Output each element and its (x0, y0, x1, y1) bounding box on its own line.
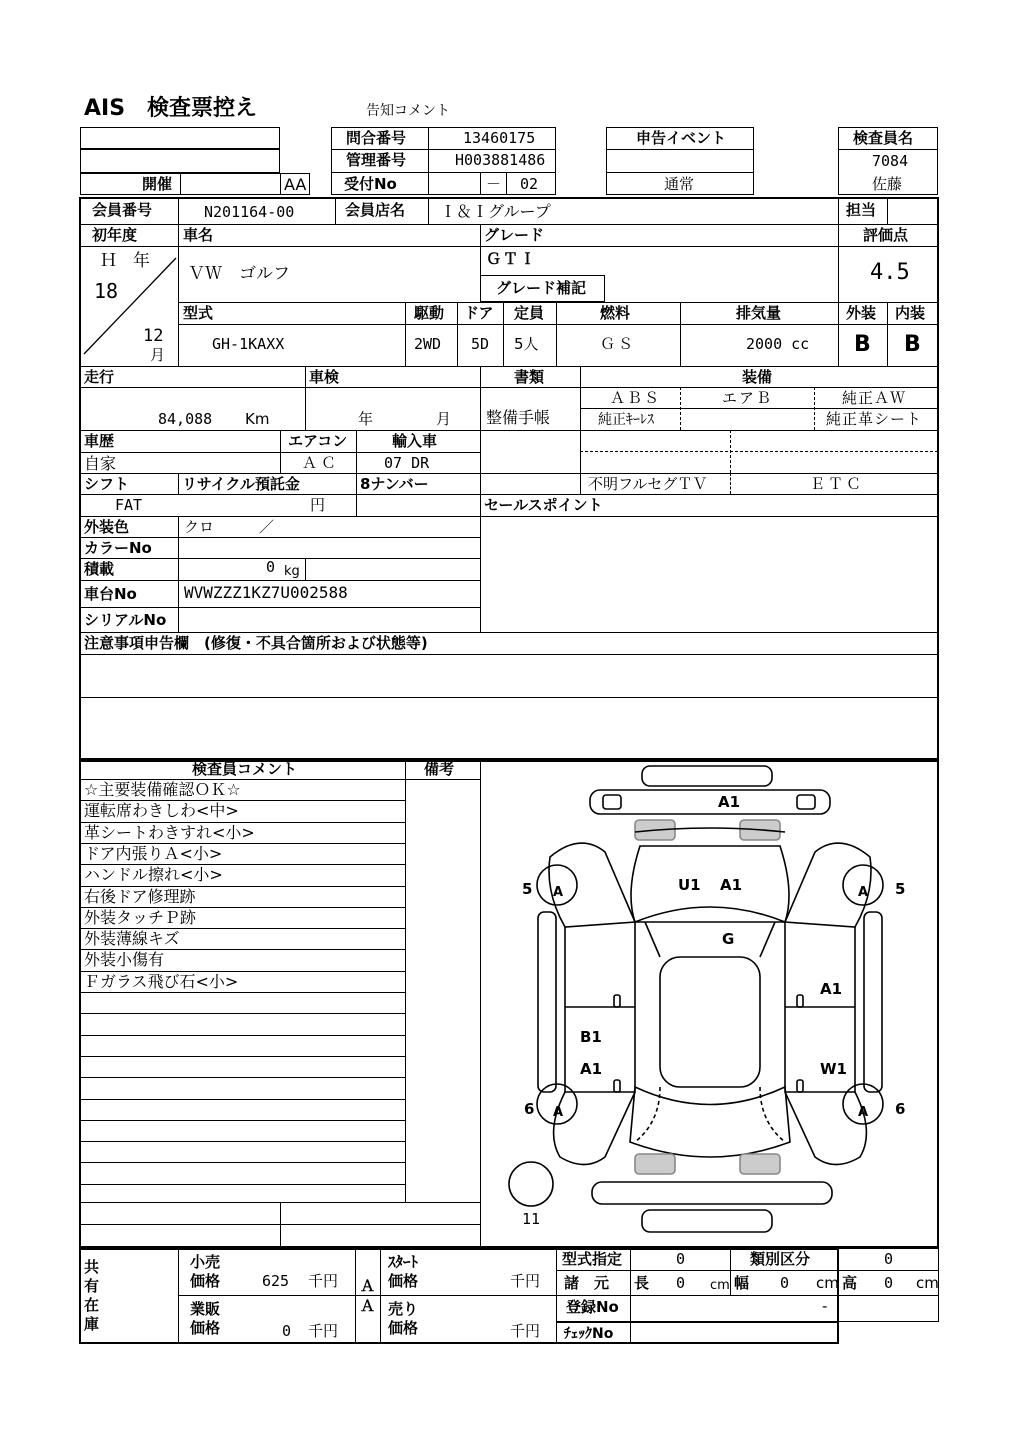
wheel-num-rl: 6 (524, 1100, 535, 1118)
serial-label: シリアルNo (84, 611, 167, 629)
name-label: 車名 (183, 226, 214, 244)
ext-label: 外装 (846, 304, 877, 322)
door-value: 5D (471, 335, 490, 353)
cap-value: 5人 (514, 335, 539, 353)
vin-label: 車台No (84, 585, 137, 603)
number8-label: 8ナンバー (360, 475, 429, 493)
equip-abs: ＡＢＳ (610, 389, 662, 407)
stock-label: 共有在庫 (84, 1258, 100, 1333)
wid-unit: cm (816, 1274, 839, 1292)
sell-unit: 千円 (510, 1322, 541, 1340)
wheel-num-fr: 5 (895, 880, 906, 898)
wheel-num-fl: 5 (522, 880, 533, 898)
month-value: 12 (143, 326, 164, 346)
fuel-label: 燃料 (600, 304, 631, 322)
shaken-label: 車検 (309, 368, 340, 386)
drive-value: 2WD (414, 335, 442, 353)
ext-value: B (854, 332, 871, 357)
aa-mark: ＡＡ (360, 1277, 376, 1315)
grade-value: ＧＴＩ (486, 250, 538, 268)
retail-value: 625 (262, 1272, 290, 1290)
comment-line: 革シートわきすれ<小> (84, 822, 255, 842)
sales-label: セールスポイント (484, 496, 603, 514)
year-value: 18 (94, 279, 119, 303)
fuel-value: ＧＳ (600, 335, 637, 353)
blank-box-1 (80, 127, 280, 149)
hgt-value: 0 (884, 1274, 894, 1292)
mileage-value: 84,088 (158, 410, 213, 428)
equip-label: 装備 (742, 368, 773, 386)
year-era: Ｈ (100, 251, 117, 271)
mgmt-no: H003881486 (455, 151, 546, 169)
comment-rule (80, 1035, 405, 1036)
equip-keyless: 純正ｷｰﾚｽ (598, 412, 654, 428)
inquiry-label: 問合番号 (346, 129, 407, 147)
shift-label: シフト (84, 475, 130, 493)
wid-label: 幅 (734, 1274, 750, 1292)
dealer-value: 0 (282, 1322, 292, 1340)
event-value: 通常 (664, 175, 695, 193)
equip-leather: 純正革シート (826, 410, 923, 428)
recycle-label: リサイクル預託金 (182, 475, 300, 493)
equip-tv: 不明フルセグＴＶ (588, 475, 708, 493)
comment-line: 右後ドア修理跡 (84, 886, 196, 906)
member-shop: Ｉ＆Ｉグループ (440, 202, 551, 221)
code-left-rear: A1 (580, 1060, 603, 1078)
disp-value: 2000 cc (746, 335, 810, 353)
code-right-door: A1 (820, 980, 843, 998)
uketsuke-dash: － (486, 175, 502, 193)
vin-value: WVWZZZ1KZ7U002588 (184, 583, 348, 602)
member-no-label: 会員番号 (92, 201, 153, 219)
year-label: 初年度 (92, 226, 138, 244)
recycle-unit: 円 (310, 496, 326, 514)
wheel-code-rl: A (553, 1105, 564, 1120)
wheel-num-rr: 6 (895, 1100, 906, 1118)
history-label: 車歴 (84, 432, 115, 450)
reg-label: 登録No (566, 1298, 619, 1316)
len-unit: cm (710, 1278, 730, 1293)
code-hood-u: U1 (678, 876, 701, 894)
comment-line: ☆主要装備確認ＯＫ☆ (84, 780, 241, 799)
comment-line: 外装タッチＰ跡 (84, 907, 197, 927)
comment-line: ドア内張りＡ<小> (84, 843, 223, 863)
hgt-unit: cm (916, 1274, 939, 1292)
car-damage-diagram (485, 762, 935, 1242)
docs-label: 書類 (514, 368, 545, 386)
blank-box-2 (80, 149, 280, 173)
history-value: 自家 (84, 454, 117, 473)
comment-line: 運転席わきしわ<中> (84, 801, 239, 821)
import-value: 07 DR (384, 454, 430, 472)
docs-value: 整備手帳 (486, 408, 551, 427)
inspector-id: 7084 (872, 152, 909, 170)
comment-rule (80, 1120, 405, 1121)
wid-value: 0 (780, 1274, 790, 1292)
uketsuke-no: 02 (520, 175, 539, 193)
color-value: クロ ／ (184, 518, 275, 536)
comment-rule (80, 1077, 405, 1078)
kaisai-label: 開催 (142, 175, 173, 193)
comment-rule (80, 992, 405, 993)
wheel-code-fr: A (858, 885, 869, 900)
mileage-label: 走行 (84, 368, 115, 386)
len-value: 0 (676, 1274, 686, 1292)
code-front-bumper: A1 (718, 793, 741, 811)
comment-rule (80, 1162, 405, 1163)
wheel-code-fl: A (553, 885, 564, 900)
comment-line: Ｆガラス飛び石<小> (84, 971, 239, 991)
dealer-unit: 千円 (308, 1322, 339, 1340)
color-label: 外装色 (84, 518, 130, 536)
year-nen: 年 (133, 251, 150, 271)
len-label: 長 (634, 1274, 650, 1292)
comment-rule (80, 1099, 405, 1100)
score-label: 評価点 (863, 226, 909, 244)
type-spec-label: 型式指定 (562, 1250, 623, 1268)
class-value: 0 (884, 1250, 894, 1268)
code-windshield: G (722, 930, 735, 948)
equip-aw: 純正ＡＷ (842, 389, 907, 407)
mileage-unit: Km (245, 410, 270, 428)
start-unit: 千円 (510, 1272, 541, 1290)
equip-airbag: エアＢ (722, 389, 774, 407)
code-left-door-b: B1 (580, 1028, 602, 1046)
wheel-code-rr: A (858, 1105, 869, 1120)
grade-sup-label: グレード補記 (496, 279, 587, 297)
inspector-label: 検査員名 (853, 129, 914, 147)
comment-line: 外装小傷有 (84, 950, 165, 970)
model-value: GH-1KAXX (212, 335, 285, 353)
score-value: 4.5 (870, 260, 910, 285)
int-label: 内装 (895, 304, 926, 322)
comment-line: ハンドル擦れ<小> (84, 865, 223, 885)
inspector-comment-label: 検査員コメント (192, 760, 298, 778)
disp-label: 排気量 (736, 304, 782, 322)
shaken-nen: 年 (358, 410, 374, 428)
dealer-label: 業販価格 (190, 1300, 221, 1337)
drive-label: 駆動 (414, 304, 445, 322)
ac-value: ＡＣ (302, 454, 341, 472)
cap-label: 定員 (514, 304, 545, 322)
vehicle-name: ＶＷ ゴルフ (188, 264, 290, 284)
shift-value: FAT (115, 496, 143, 514)
form-title: AIS 検査票控え (84, 96, 258, 121)
retail-label: 小売価格 (190, 1253, 221, 1290)
tanto-label: 担当 (846, 201, 877, 219)
int-value: B (904, 332, 921, 357)
colorno-label: カラーNo (84, 539, 152, 557)
comment-rule (80, 1141, 405, 1142)
start-label: ｽﾀｰﾄ価格 (388, 1253, 419, 1290)
inquiry-no: 13460175 (463, 129, 536, 147)
caution-label: 注意事項申告欄 (修復・不具合箇所および状態等) (84, 634, 428, 652)
code-right-rear: W1 (820, 1060, 847, 1078)
month-tsuki: 月 (150, 346, 166, 364)
notice-comment-label: 告知コメント (366, 103, 450, 119)
grade-label: グレード (484, 226, 545, 244)
check-label: ﾁｪｯｸNo (564, 1326, 614, 1342)
shaken-tsuki: 月 (436, 410, 452, 428)
comment-line: 外装薄線キズ (84, 929, 180, 949)
aa-label: AA (284, 175, 307, 194)
member-no: N201164-00 (204, 203, 295, 221)
load-unit: kg (284, 564, 300, 579)
member-shop-label: 会員店名 (345, 201, 406, 219)
class-label: 類別区分 (750, 1250, 811, 1268)
equip-etc: ＥＴＣ (810, 475, 865, 493)
hgt-label: 高 (842, 1274, 858, 1292)
model-label: 型式 (183, 304, 214, 322)
mgmt-label: 管理番号 (346, 151, 407, 169)
uketsuke-label: 受付No (344, 175, 397, 193)
sell-label: 売り価格 (388, 1300, 419, 1337)
wheel-num-spare: 11 (522, 1210, 541, 1228)
ac-label: エアコン (288, 432, 348, 450)
dims-label: 諸 元 (564, 1274, 610, 1292)
comment-rule (80, 1013, 405, 1014)
kaisai-box (80, 173, 310, 195)
comment-rule (80, 1184, 405, 1185)
door-label: ドア (464, 304, 494, 322)
load-label: 積載 (84, 560, 115, 578)
reg-value: - (822, 1297, 828, 1315)
inspector-name: 佐藤 (872, 175, 903, 193)
retail-unit: 千円 (308, 1272, 339, 1290)
remarks-label: 備考 (424, 760, 455, 778)
event-label: 申告イベント (636, 129, 727, 147)
load-value: 0 (266, 558, 276, 576)
comment-rule (80, 1056, 405, 1057)
type-spec-value: 0 (676, 1250, 686, 1268)
code-hood-a: A1 (720, 876, 743, 894)
import-label: 輸入車 (392, 432, 438, 450)
